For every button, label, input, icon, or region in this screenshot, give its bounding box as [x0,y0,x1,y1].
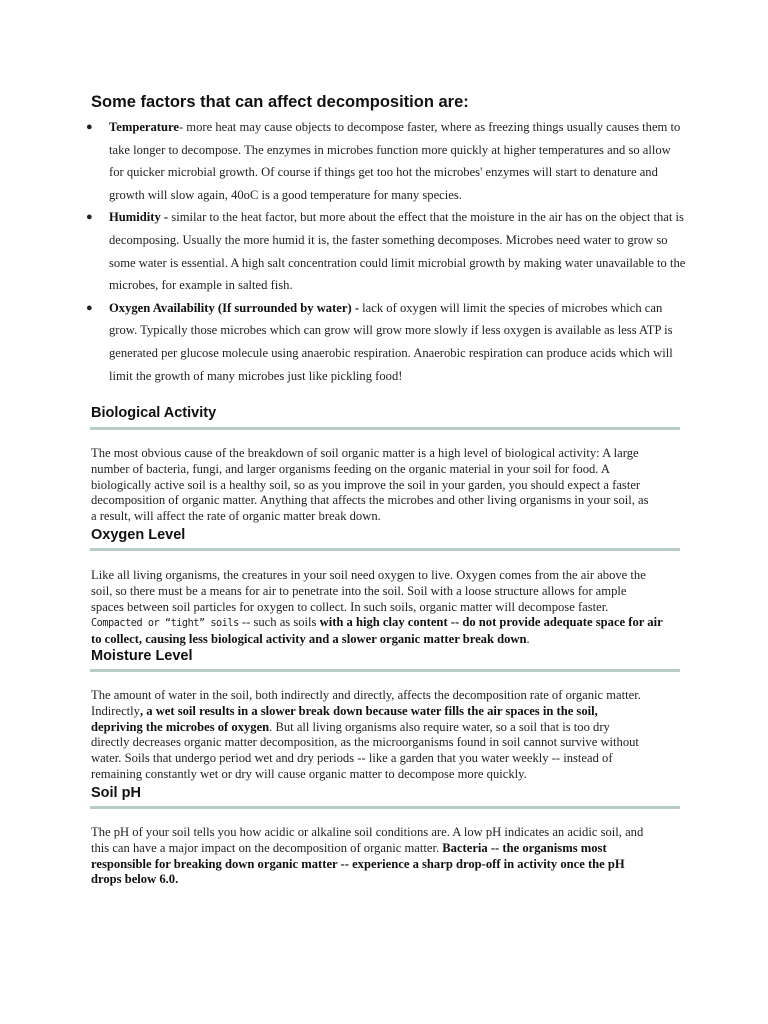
section-title-biological-activity: Biological Activity [91,405,217,421]
section-divider [90,669,680,672]
section-divider [90,427,680,430]
text-line: soil, so there must be a means for air to penetrate into the soil. Soil with a loose structure allows for ample [91,583,627,598]
text-run: -- such as soils [238,615,320,630]
factor-item-humidity [86,206,686,296]
bullet-icon: ● [86,301,93,314]
oxygen-paragraph [91,568,691,648]
factor-term: Oxygen Availability (If surrounded by water) - [109,300,360,315]
text-run: . [526,632,530,647]
section-divider [90,806,680,809]
factor-list [86,116,686,387]
text-line: spaces between soil particles for oxygen to collect. In such soils, organic matter will decompose faster. [91,599,609,614]
text-line: The amount of water in the soil, both indirectly and directly, affects the decomposition rate of organic matter. [91,688,641,702]
factor-term: Temperature [109,120,179,134]
bold-run: drops below 6.0. [91,872,179,887]
factor-text: - more heat may cause objects to decompose faster, where as freezing things usually causes them to take longer to decompose. The enzymes in microbes function more quickly at higher temperatures and so allow for quicker microbial growth. Of course if things get too hot the microbes' enzymes will start to denature and growth will slow again, 40oC is a good temperature for many species. [109,120,681,202]
biological-paragraph [91,446,691,525]
text-line: directly decreases organic matter decomposition, as the microorganisms found in soil cannot survive without [91,735,639,750]
bold-run: , a wet soil results in a slower break down because water fills the air spaces in the soil, [139,703,598,718]
bold-run: Bacteria -- the organisms most [442,840,607,855]
text-line: water. Soils that undergo period wet and dry periods -- like a garden that you water weekly -- instead of [91,751,613,766]
text-run: Indirectly [91,703,140,718]
text-line: The most obvious cause of the breakdown of soil organic matter is a high level of biological activity: A large [91,446,639,460]
factor-item-temperature [86,116,686,206]
bold-run: responsible for breaking down organic matter -- experience a sharp drop-off in activity once the pH [91,856,625,871]
compacted-soils-phrase: Compacted or “tight” soils [91,618,239,630]
section-title-oxygen-level: Oxygen Level [91,527,186,543]
bold-run: to collect, causing less biological activity and a slower organic matter break down [91,632,527,647]
text-line: Like all living organisms, the creatures in your soil need oxygen to live. Oxygen comes from the air above the [91,568,646,582]
text-line: biologically active soil is a healthy soil, so as you improve the soil in your garden, you should expect a faster [91,477,641,492]
factor-term: Humidity - [109,210,169,225]
text-line: remaining constantly wet or dry will cause organic matter to decompose more quickly. [91,766,527,781]
moisture-paragraph [91,688,691,783]
text-line: a result, will affect the rate of organic matter break down. [91,509,381,524]
bullet-icon: ● [86,121,93,133]
text-line: number of bacteria, fungi, and larger organisms feeding on the organic material in your soil for food. A [91,461,610,476]
factors-heading: Some factors that can affect decomposition are: [91,93,469,111]
factor-item-oxygen-availability [86,297,686,387]
text-run: . But all living organisms also require water, so a soil that is too dry [269,719,610,734]
section-title-soil-ph: Soil pH [91,785,141,801]
text-line: The pH of your soil tells you how acidic or alkaline soil conditions are. A low pH indicates an acidic soil, and [91,825,644,839]
bold-run: with a high clay content -- do not provide adequate space for air [319,615,663,630]
text-run: this can have a major impact on the decomposition of organic matter. [91,840,443,855]
factor-text: lack of oxygen will limit the species of microbes which can grow. Typically those microbes which can grow will grow more slowly if less oxygen is available as less ATP is generated per glucose molecule using anaerobic respiration. Anaerobic respiration can produce acids which will limit the growth of many microbes just like pickling food! [109,300,673,383]
bullet-icon: ● [86,211,93,224]
section-divider [90,548,680,551]
section-title-moisture-level: Moisture Level [91,648,193,664]
factor-text: similar to the heat factor, but more about the effect that the moisture in the air has on the object that is decomposing. Usually the more humid it is, the faster something decomposes. Microbes need water to grow so some water is essential. A high salt concentration could limit microbial growth by making water unavailable to the microbes, for example in salted fish. [109,210,686,293]
ph-paragraph [91,825,691,888]
bold-run: depriving the microbes of oxygen [91,719,270,734]
text-line: decomposition of organic matter. Anything that affects the microbes and other living organisms in your soil, as [91,493,649,508]
